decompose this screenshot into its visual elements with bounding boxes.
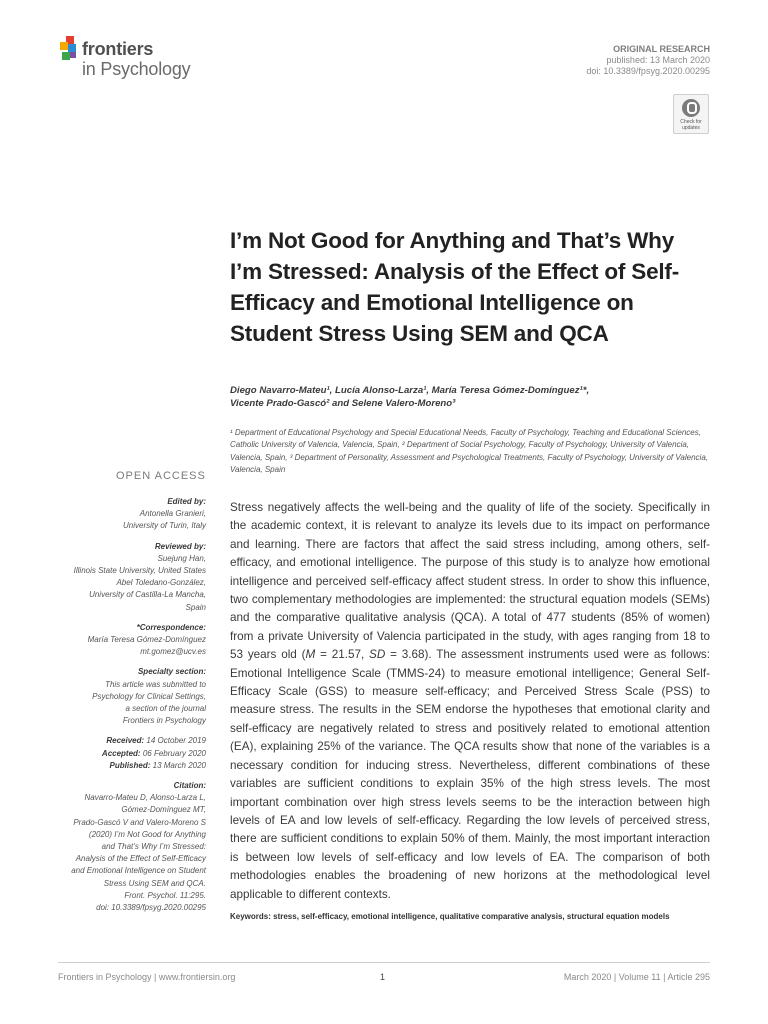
frontiers-logo[interactable] [58, 34, 218, 84]
sidebar-line: Illinois State University, United States [73, 566, 206, 576]
open-access-label: OPEN ACCESS [116, 470, 206, 482]
citation-doi-link[interactable]: doi: 10.3389/fpsyg.2020.00295 [96, 903, 206, 913]
abstract-part: = 21.57, [315, 648, 370, 662]
sidebar-line: and Emotional Intelligence on Student [71, 866, 206, 876]
check-updates-icon [682, 99, 700, 117]
sidebar-line: This article was submitted to [105, 679, 206, 689]
sidebar-line: Psychology for Clinical Settings, [92, 691, 206, 701]
footer-divider [58, 962, 710, 963]
author-list [230, 384, 710, 410]
author-line: Diego Navarro-Mateu¹, Lucía Alonso-Larza¹, María Teresa Gómez-Domínguez¹*, [230, 385, 590, 396]
published-date-sidebar: 13 March 2020 [152, 760, 206, 770]
sidebar-line: María Teresa Gómez-Domínguez [87, 635, 206, 645]
reviewed-by-heading: Reviewed by: [154, 541, 206, 551]
sidebar-line: a section of the journal [125, 704, 206, 714]
sidebar-line: Frontiers in Psychology [122, 716, 206, 726]
doi-link[interactable]: doi: 10.3389/fpsyg.2020.00295 [586, 66, 710, 76]
sidebar-line: and That’s Why I’m Stressed: [101, 842, 206, 852]
article-info-sidebar [40, 496, 206, 922]
logo-wordmark-frontiers: frontiers [82, 39, 154, 59]
sidebar-line: Prado-Gascó V and Valero-Moreno S [73, 817, 206, 827]
accepted-label: Accepted: [101, 748, 141, 758]
sidebar-line: Stress Using SEM and QCA. [103, 878, 206, 888]
accepted-date: 06 February 2020 [142, 748, 206, 758]
specialty-block [40, 666, 206, 727]
correspondence-heading: *Correspondence: [136, 622, 206, 632]
sidebar-line: University of Castilla-La Mancha, [89, 590, 206, 600]
dates-block [40, 735, 206, 772]
badge-label-line1: Check for [680, 119, 702, 125]
specialty-heading: Specialty section: [137, 667, 206, 677]
sidebar-line: Front. Psychol. 11:295. [124, 890, 206, 900]
sidebar-line: Spain [185, 602, 206, 612]
article-title: I’m Not Good for Anything and That’s Why I’m Stressed: Analysis of the Effect of Self-Efficacy and Emotional Intelligence on Student Stress Using SEM and QCA [230, 228, 680, 346]
sidebar-line: Antonella Granieri, [139, 509, 206, 519]
article-type: ORIGINAL RESEARCH [613, 44, 710, 54]
sd-symbol: SD [369, 648, 386, 662]
page-number: 1 [380, 972, 386, 982]
received-label: Received: [106, 736, 145, 746]
sidebar-line: Suejung Han, [157, 553, 206, 563]
received-date: 14 October 2019 [146, 736, 206, 746]
correspondence-block [40, 622, 206, 659]
sidebar-line: Analysis of the Effect of Self-Efficacy [75, 854, 206, 864]
author-line: Vicente Prado-Gascó² and Selene Valero-Moreno³ [230, 398, 456, 409]
mean-symbol: M [305, 648, 316, 662]
edited-by-block [40, 496, 206, 533]
published-date: published: 13 March 2020 [606, 55, 710, 65]
frontiers-logo-icon [58, 36, 80, 62]
sidebar-line: Abel Toledano-González, [116, 578, 206, 588]
sidebar-line: University of Turin, Italy [123, 521, 206, 531]
edited-by-heading: Edited by: [167, 497, 206, 506]
correspondence-email-link[interactable]: mt.gomez@ucv.es [140, 647, 206, 657]
published-label: Published: [109, 760, 151, 770]
sidebar-line: Gómez-Domínguez MT, [121, 805, 206, 815]
abstract-part: Stress negatively affects the well-being and the quality of life of the society. Specifically in the academic context, it is relevant to analyze its levels due to its impact on performance and learning. There are factors that affect the said stress including, among others, self-efficacy, and emotional intelligence. The purpose of this study is to analyze how emotional intelligence and perceived self-efficacy affect student stress. In order to show this influence, two complementary methodologies are implemented: the structural equation models (SEMs) and the comparative qualitative analysis (QCA). A total of 477 students (85% of women) from a private University of Valencia participated in the study, with ages ranging from 18 to 53 years old ( [230, 501, 710, 662]
badge-label-line2: updates [682, 125, 700, 131]
abstract-text [230, 499, 710, 904]
affiliations: ¹ Department of Educational Psychology and Special Educational Needs, Faculty of Psychology, Teaching and Educational Sciences, Catholic University of Valencia, Valencia, Spain, ² Department of Social Psychology, Faculty of Psychology, University of Valencia, Valencia, Spain, ³ Department of Personality, Assessment and Psychological Treatments, Faculty of Psychology, University of Valencia, Valencia, Spain [230, 428, 708, 474]
citation-heading: Citation: [173, 781, 206, 791]
check-for-updates-badge[interactable] [673, 94, 709, 134]
logo-wordmark-journal: in Psychology [82, 59, 191, 79]
sidebar-line: (2020) I’m Not Good for Anything [88, 829, 206, 839]
citation-block [40, 780, 206, 914]
sidebar-line: Navarro-Mateu D, Alonso-Larza L, [84, 793, 206, 803]
keywords: Keywords: stress, self-efficacy, emotional intelligence, qualitative comparative analysis, structural equation models [230, 912, 670, 921]
reviewed-by-block [40, 541, 206, 614]
footer-journal-link[interactable]: Frontiers in Psychology | www.frontiersin.org [58, 972, 236, 982]
footer-issue-info: March 2020 | Volume 11 | Article 295 [563, 972, 710, 982]
abstract-part: = 3.68). The assessment instruments used were as follows: Emotional Intelligence Scale (TMMS-24) to measure emotional intelligence; General Self-Efficacy Scale (GSS) to measure self-efficacy; and Perceived Stress Scale (PSS) to measure stress. The results in the SEM endorse the hypotheses that emotional clarity and self-efficacy are negatively related to stress and positively related to emotional attention (EA), explaining 25% of the variance. The QCA results show that none of the variables is a necessary condition for inducing stress. Nevertheless, different combinations of these variables are sufficient conditions to explain 35% of the high stress levels. The most important combination over high stress levels seems to be the interaction between high levels of EA and low levels of self-efficacy. Regarding the low levels of perceived stress, there are sufficient conditions to explain 50% of them. Mainly, the most important interaction is between low levels of self-efficacy and low levels of EA. The comparison of both methodologies enables the broadening of new horizons at the methodological level applicable to different contexts. [230, 648, 711, 901]
article-meta-header [586, 44, 710, 77]
